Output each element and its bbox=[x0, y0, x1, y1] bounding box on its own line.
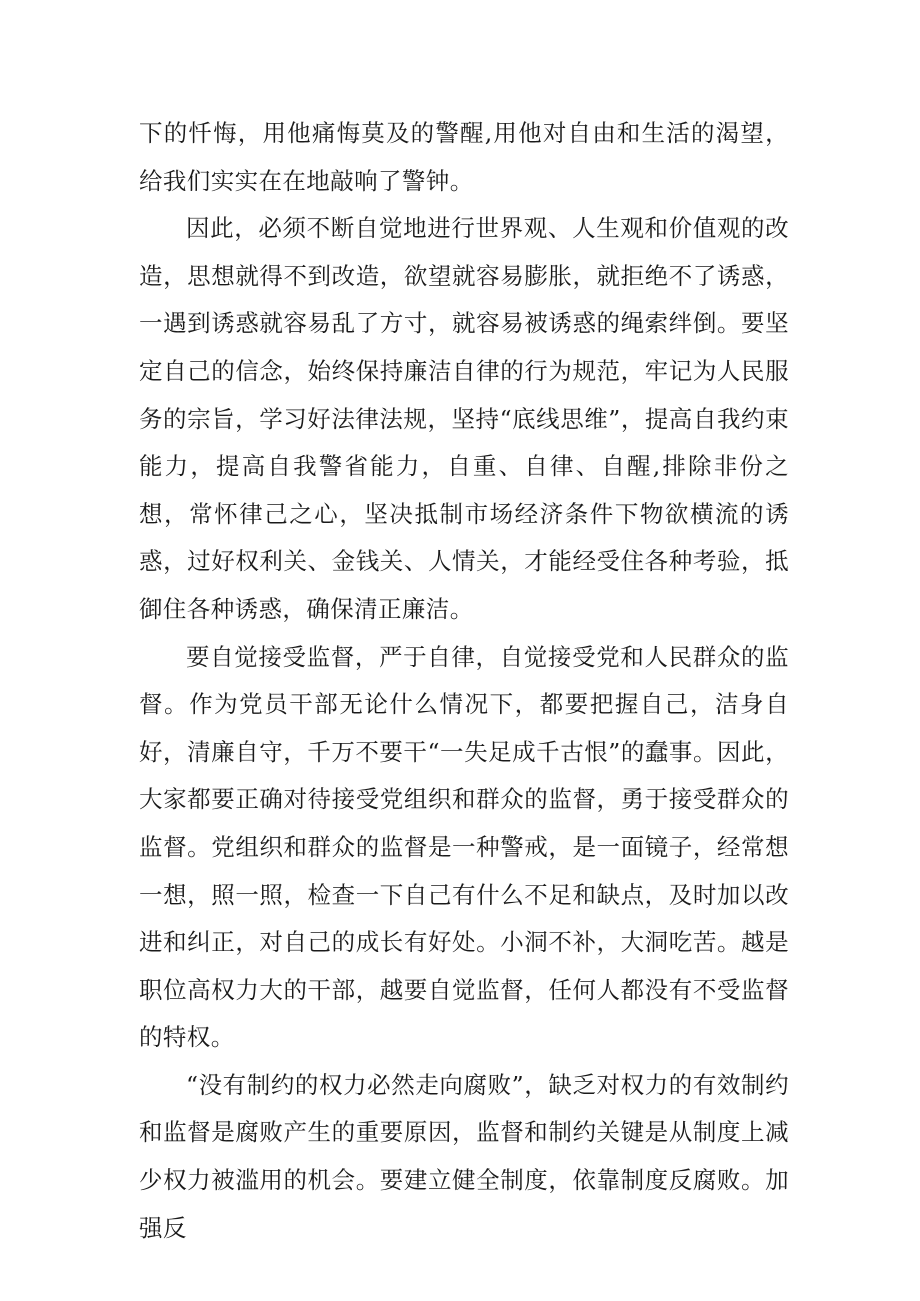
paragraph-1: 下的忏悔，用他痛悔莫及的警醒,用他对自由和生活的渴望，给我们实实在在地敲响了警钟。 bbox=[139, 119, 789, 195]
paragraph-3: 要自觉接受监督，严于自律，自觉接受党和人民群众的监督。作为党员干部无论什么情况下，都要把握自己，洁身自好，清廉自守，千万不要干“一失足成千古恨”的蠢事。因此，大家都要正确对待接受党组织和群众的监督，勇于接受群众的监督。党组织和群众的监督是一种警戒，是一面镜子，经常想一想，照一照，检查一下自己有什么不足和缺点，及时加以改进和纠正，对自己的成长有好处。小洞不补，大洞吃苦。越是职位高权力大的干部，越要自觉监督，任何人都没有不受监督的特权。 bbox=[139, 642, 789, 1052]
paragraph-4: “没有制约的权力必然走向腐败”，缺乏对权力的有效制约和监督是腐败产生的重要原因，监督和制约关键是从制度上减少权力被滥用的机会。要建立健全制度，依靠制度反腐败。加强反 bbox=[139, 1070, 789, 1242]
document-body bbox=[139, 110, 789, 1252]
paragraph-2: 因此，必须不断自觉地进行世界观、人生观和价值观的改造，思想就得不到改造，欲望就容易膨胀，就拒绝不了诱惑，一遇到诱惑就容易乱了方寸，就容易被诱惑的绳索绊倒。要坚定自己的信念，始终保持廉洁自律的行为规范，牢记为人民服务的宗旨，学习好法律法规，坚持“底线思维”，提高自我约束能力，提高自我警省能力，自重、自律、自醒,排除非份之想，常怀律己之心，坚决抵制市场经济条件下物欲横流的诱惑，过好权利关、金钱关、人情关，才能经受住各种考验，抵御住各种诱惑，确保清正廉洁。 bbox=[139, 214, 789, 623]
